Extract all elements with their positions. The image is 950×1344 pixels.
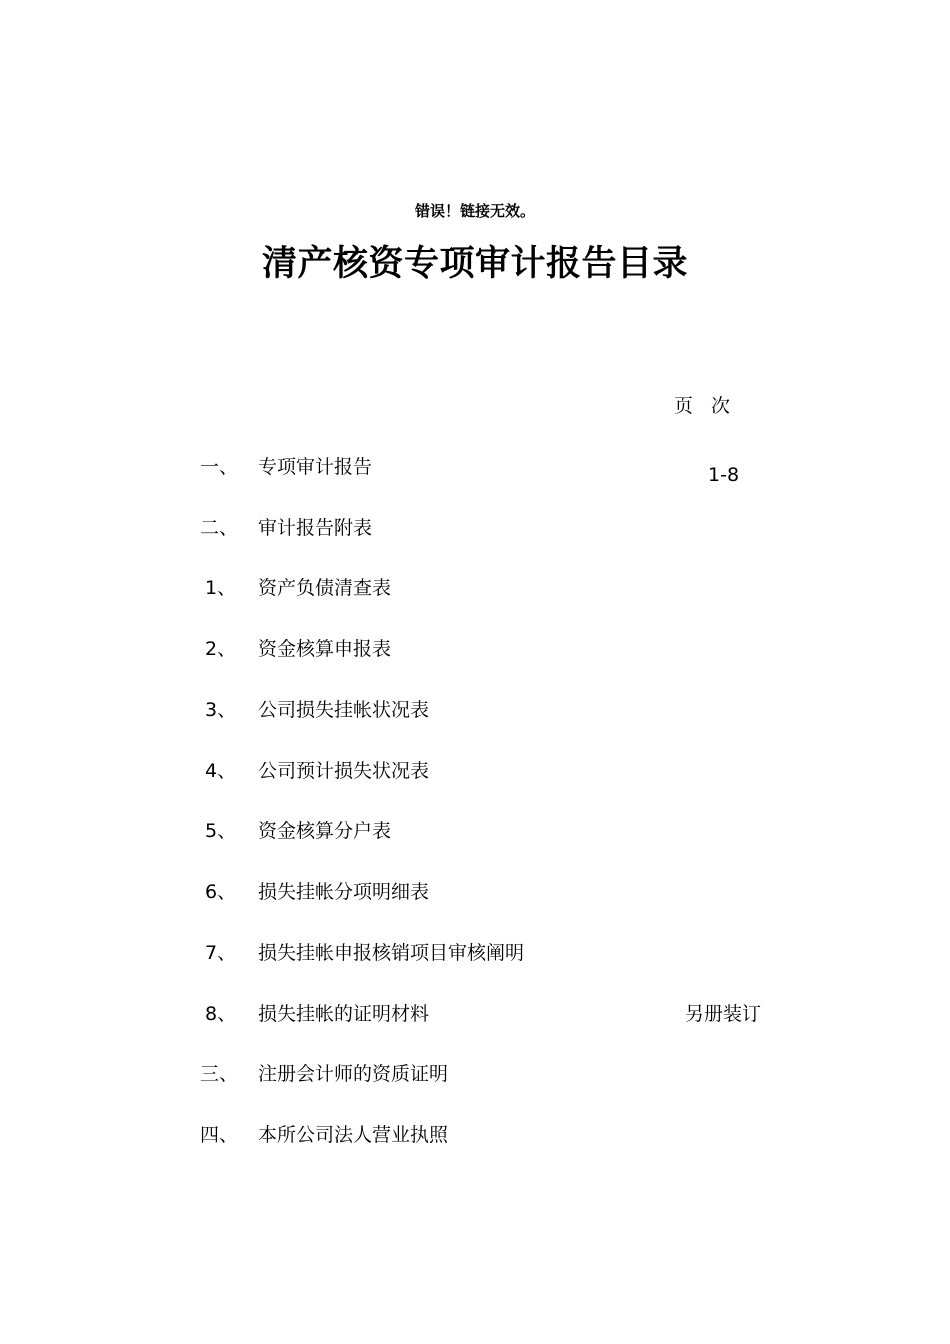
toc-label: 资金核算申报表 <box>258 638 392 660</box>
toc-number: 3、 <box>205 699 237 721</box>
toc-label: 审计报告附表 <box>258 517 373 539</box>
toc-number: 1、 <box>205 577 237 599</box>
toc-label: 损失挂帐分项明细表 <box>258 881 430 903</box>
toc-row <box>0 877 950 907</box>
toc-label: 专项审计报告 <box>258 456 373 478</box>
document-title: 清产核资专项审计报告目录 <box>261 244 688 284</box>
toc-row <box>0 573 950 603</box>
toc-row <box>0 634 950 664</box>
toc-label: 公司预计损失状况表 <box>258 760 430 782</box>
toc-page: 另册装订 <box>685 1003 762 1025</box>
toc-row <box>0 1059 950 1089</box>
toc-label: 公司损失挂帐状况表 <box>258 699 430 721</box>
toc-label: 损失挂帐申报核销项目审核阐明 <box>258 942 525 964</box>
toc-number: 5、 <box>205 820 237 842</box>
toc-page: 1-8 <box>708 464 740 486</box>
toc-number: 一、 <box>200 456 239 478</box>
toc-row <box>0 695 950 725</box>
toc-row <box>0 452 950 486</box>
toc-number: 二、 <box>200 517 239 539</box>
toc-number: 8、 <box>205 1003 237 1025</box>
page-column-header: 页 次 <box>674 395 737 417</box>
toc-label: 注册会计师的资质证明 <box>258 1063 449 1085</box>
toc-number: 2、 <box>205 638 237 660</box>
toc-row <box>0 756 950 786</box>
toc-number: 三、 <box>200 1063 239 1085</box>
toc-label: 本所公司法人营业执照 <box>258 1124 449 1146</box>
toc-number: 4、 <box>205 760 237 782</box>
toc-row <box>0 1120 950 1150</box>
toc-label: 资产负债清查表 <box>258 577 392 599</box>
toc-row <box>0 999 950 1029</box>
toc-number: 7、 <box>205 942 237 964</box>
toc-row <box>0 938 950 968</box>
error-message: 错误！链接无效。 <box>414 202 535 220</box>
toc-row <box>0 513 950 543</box>
toc-number: 6、 <box>205 881 237 903</box>
toc-label: 资金核算分户表 <box>258 820 392 842</box>
toc-number: 四、 <box>200 1124 239 1146</box>
toc-row <box>0 816 950 846</box>
toc-label: 损失挂帐的证明材料 <box>258 1003 430 1025</box>
